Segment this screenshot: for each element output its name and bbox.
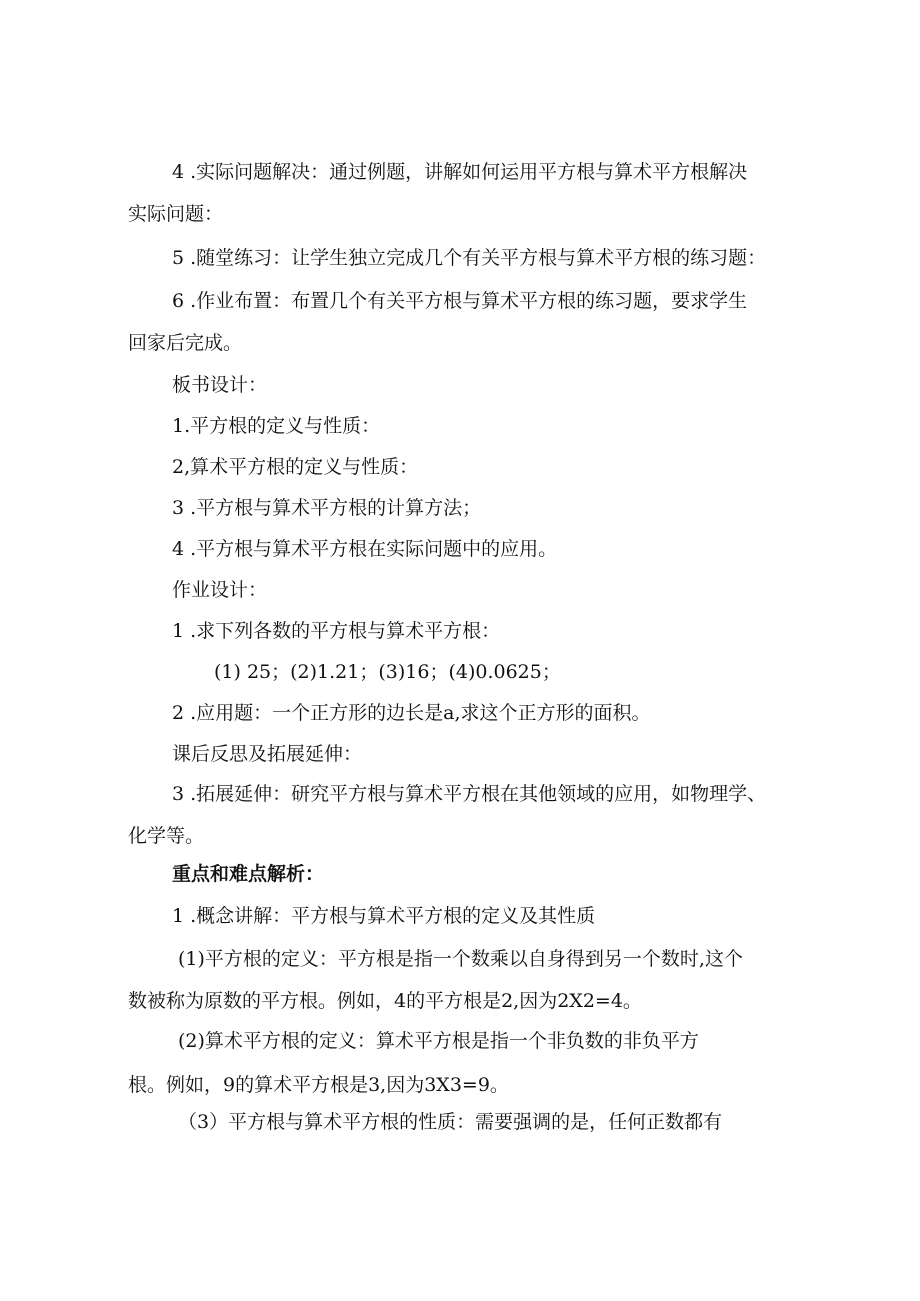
section-heading: 课后反思及拓展延伸： [172, 743, 363, 765]
paragraph-line: 6 .作业布置：布置几个有关平方根与算术平方根的练习题，要求学生 [172, 290, 748, 312]
list-item: 3 .拓展延伸：研究平方根与算术平方根在其他领域的应用，如物理学、 [172, 783, 767, 805]
paragraph-line: 数被称为原数的平方根。例如，4的平方根是2,因为2X2=4。 [128, 990, 642, 1012]
paragraph-line: (1)平方根的定义：平方根是指一个数乘以自身得到另一个数时,这个 [178, 948, 743, 970]
list-item: 1 .概念讲解：平方根与算术平方根的定义及其性质 [172, 905, 596, 927]
list-item: 4 .平方根与算术平方根在实际问题中的应用。 [172, 538, 558, 560]
section-heading: 作业设计： [172, 579, 268, 601]
section-heading-bold: 重点和难点解析： [172, 863, 325, 885]
paragraph-line: 化学等。 [128, 825, 205, 847]
list-item: 1 .求下列各数的平方根与算术平方根： [172, 620, 501, 642]
list-item: 2,算术平方根的定义与性质： [172, 456, 419, 478]
paragraph-line: 实际问题： [128, 203, 224, 225]
paragraph-line: (2)算术平方根的定义：算术平方根是指一个非负数的非负平方 [178, 1030, 699, 1052]
paragraph-line: 根。例如，9的算术平方根是3,因为3X3=9。 [128, 1074, 509, 1096]
list-item: 3 .平方根与算术平方根的计算方法； [172, 497, 482, 519]
paragraph-line: 5 .随堂练习：让学生独立完成几个有关平方根与算术平方根的练习题： [172, 247, 767, 269]
exercise-numbers: (1) 25；(2)1.21；(3)16；(4)0.0625； [214, 661, 561, 683]
paragraph-line: 4 .实际问题解决：通过例题，讲解如何运用平方根与算术平方根解决 [172, 161, 748, 183]
section-heading: 板书设计： [172, 374, 268, 396]
paragraph-line: （3）平方根与算术平方根的性质：需要强调的是，任何正数都有 [178, 1111, 723, 1133]
list-item: 1.平方根的定义与性质： [172, 415, 381, 437]
list-item: 2 .应用题：一个正方形的边长是a,求这个正方形的面积。 [172, 702, 651, 724]
paragraph-line: 回家后完成。 [128, 332, 243, 354]
